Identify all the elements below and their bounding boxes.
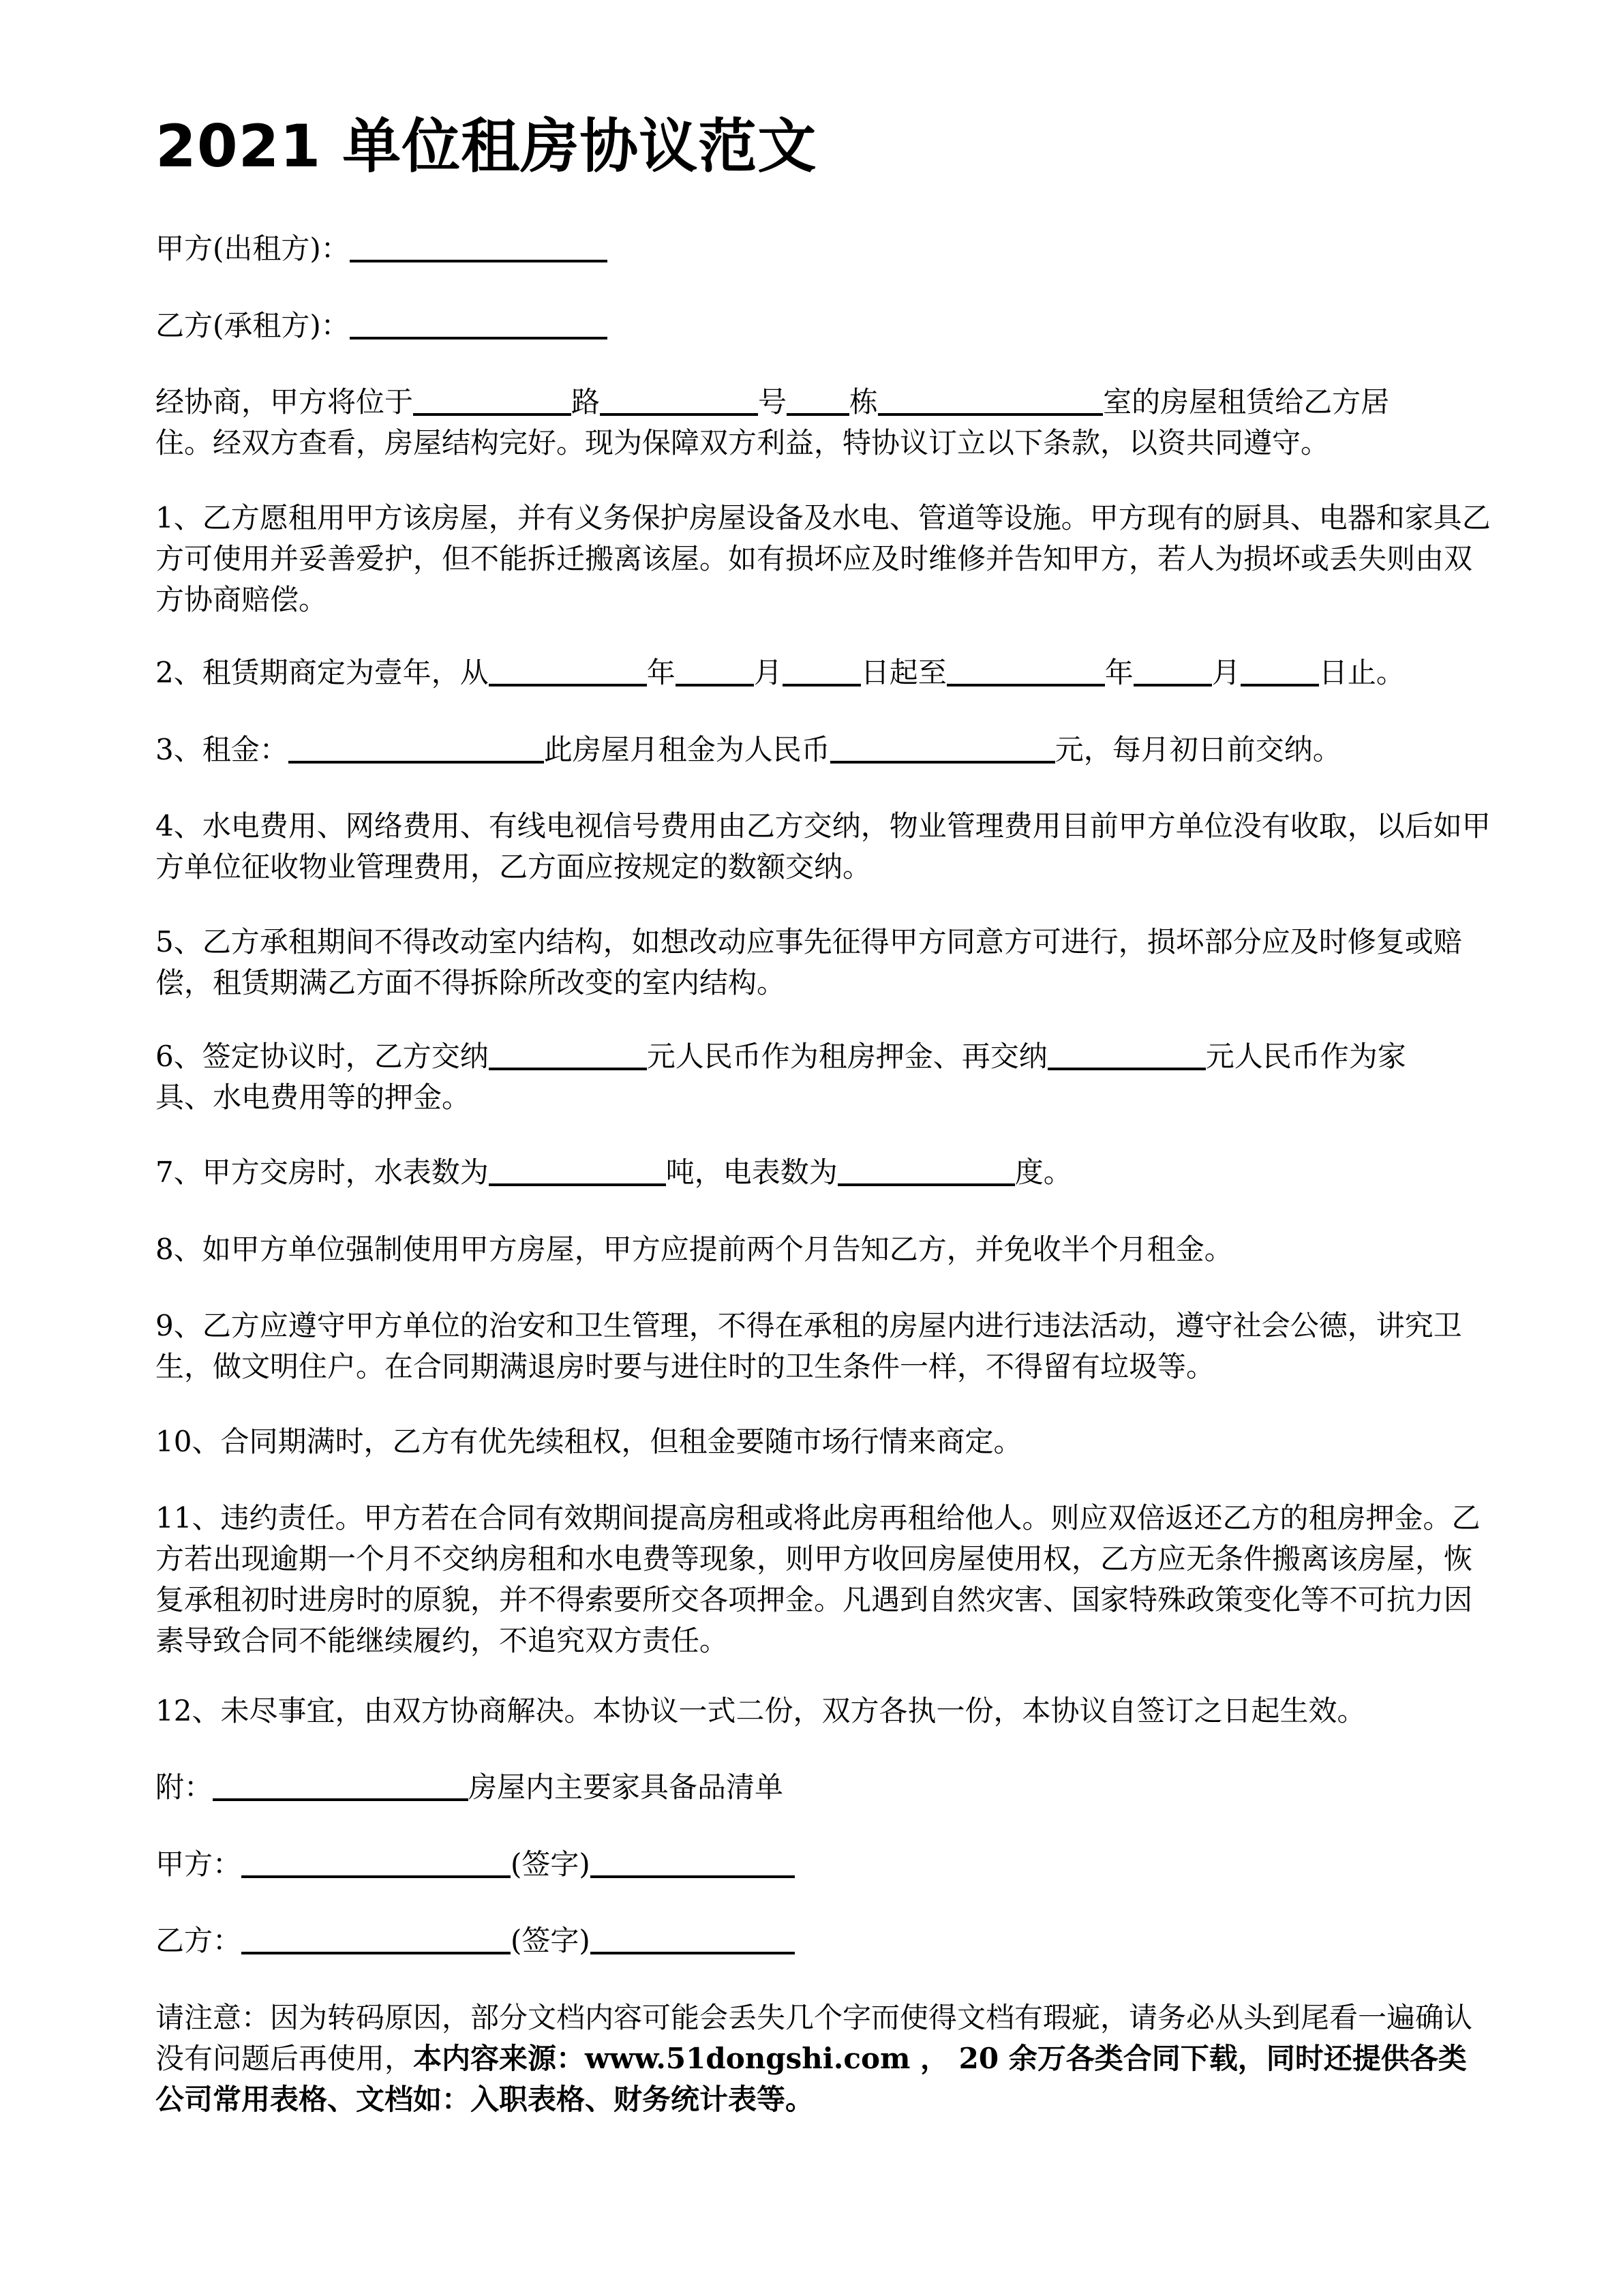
year-label-2: 年 bbox=[1104, 656, 1134, 689]
rent-blank[interactable] bbox=[288, 734, 544, 764]
clause-7-text-2: 吨，电表数为 bbox=[665, 1155, 838, 1189]
notice-source-text: 本内容来源：www.51dongshi.com ， 20 余万各类合同下载，同时还提供各类公司常用表格、文档如：入职表格、财务统计表等。 bbox=[155, 2042, 1467, 2116]
clause-9: 9、乙方应遵守甲方单位的治安和卫生管理，不得在承租的房屋内进行违法活动，遵守社会公德，讲究卫生，做文明住户。在合同期满退房时要与进住时的卫生条件一样，不得留有垃圾等。 bbox=[155, 1309, 1462, 1383]
annex-label: 附： bbox=[155, 1770, 213, 1804]
document-title: 2021 单位租房协议范文 bbox=[155, 112, 817, 181]
annex-line bbox=[155, 1767, 1491, 1808]
building-blank[interactable] bbox=[787, 386, 849, 416]
clause-1: 1、乙方愿租用甲方该房屋，并有义务保护房屋设备及水电、管道等设施。甲方现有的厨具、电器和家具乙方可使用并妥善爱护，但不能拆迁搬离该屋。如有损坏应及时维修并告知甲方，若人为损坏或丢失则由双方协商赔偿。 bbox=[155, 501, 1491, 616]
clause-6-text-4: 具、水电费用等的押金。 bbox=[155, 1081, 471, 1114]
signature-b-name-blank[interactable] bbox=[241, 1924, 511, 1954]
intro-text-2: 路 bbox=[571, 385, 601, 419]
clause-2-text: 2、租赁期商定为壹年，从 bbox=[155, 656, 489, 689]
intro-text-6: 住。经双方查看，房屋结构完好。现为保障双方利益，特协议订立以下条款，以资共同遵守。 bbox=[155, 426, 1330, 459]
signature-b-date-blank[interactable] bbox=[590, 1924, 795, 1954]
end-month-blank[interactable] bbox=[1134, 656, 1212, 686]
clause-6-text-1: 6、签定协议时，乙方交纳 bbox=[155, 1040, 489, 1073]
annex-text: 房屋内主要家具备品清单 bbox=[468, 1770, 784, 1804]
clause-3-text-2: 此房屋月租金为人民币 bbox=[543, 733, 830, 766]
room-blank[interactable] bbox=[878, 386, 1103, 416]
clause-6 bbox=[155, 1036, 1491, 1118]
signature-a-label: 甲方： bbox=[155, 1847, 242, 1881]
signature-b-label: 乙方： bbox=[155, 1924, 242, 1957]
party-b-blank[interactable] bbox=[350, 309, 607, 339]
electric-meter-blank[interactable] bbox=[838, 1156, 1015, 1186]
clause-6-text-3: 元人民币作为家 bbox=[1205, 1040, 1406, 1073]
annex-blank[interactable] bbox=[213, 1771, 468, 1801]
notice-text: 请注意：因为转码原因，部分文档内容可能会丢失几个字而使得文档有瑕疵，请务必从头到尾看一遍确认没有问题后再使用， bbox=[155, 2001, 1473, 2075]
start-day-blank[interactable] bbox=[783, 656, 861, 686]
party-b-label: 乙方(承租方)： bbox=[155, 309, 350, 342]
clause-11: 11、违约责任。甲方若在合同有效期间提高房租或将此房再租给他人。则应双倍返还乙方的租房押金。乙方若出现逾期一个月不交纳房租和水电费等现象，则甲方收回房屋使用权，乙方应无条件搬离该房屋，恢复承租初时进房时的原貌，并不得索要所交各项押金。凡遇到自然灾害、国家特殊政策变化等不可抗力因素导致合同不能继续履约，不追究双方责任。 bbox=[155, 1501, 1481, 1657]
party-b-line bbox=[155, 305, 1491, 346]
intro-text-3: 号 bbox=[758, 385, 787, 419]
clause-7 bbox=[155, 1152, 1491, 1193]
water-meter-blank[interactable] bbox=[489, 1156, 666, 1186]
clause-5: 5、乙方承租期间不得改动室内结构，如想改动应事先征得甲方同意方可进行，损坏部分应及时修复或赔偿，租赁期满乙方面不得拆除所改变的室内结构。 bbox=[155, 925, 1462, 999]
rent-amount-blank[interactable] bbox=[830, 734, 1055, 764]
start-month-blank[interactable] bbox=[676, 656, 754, 686]
road-blank[interactable] bbox=[413, 386, 571, 416]
clause-2 bbox=[155, 652, 1491, 693]
intro-text-5: 室的房屋租赁给乙方居 bbox=[1103, 385, 1390, 419]
clause-4: 4、水电费用、网络费用、有线电视信号费用由乙方交纳，物业管理费用目前甲方单位没有收取，以后如甲方单位征收物业管理费用，乙方面应按规定的数额交纳。 bbox=[155, 809, 1491, 883]
rent-deposit-blank[interactable] bbox=[489, 1040, 647, 1070]
signature-a-name-blank[interactable] bbox=[241, 1848, 511, 1878]
year-label: 年 bbox=[646, 656, 676, 689]
clause-7-text-1: 7、甲方交房时，水表数为 bbox=[155, 1155, 489, 1189]
clause-3-text-1: 3、租金： bbox=[155, 733, 288, 766]
party-a-line bbox=[155, 228, 1491, 269]
end-year-blank[interactable] bbox=[947, 656, 1105, 686]
intro-text-1: 经协商，甲方将位于 bbox=[155, 385, 414, 419]
clause-10: 10、合同期满时，乙方有优先续租权，但租金要随市场行情来商定。 bbox=[155, 1425, 1022, 1458]
end-day-blank[interactable] bbox=[1241, 656, 1319, 686]
start-year-blank[interactable] bbox=[489, 656, 647, 686]
party-a-blank[interactable] bbox=[350, 232, 607, 262]
intro-paragraph bbox=[155, 382, 1491, 464]
clause-3 bbox=[155, 729, 1491, 770]
clause-8: 8、如甲方单位强制使用甲方房屋，甲方应提前两个月告知乙方，并免收半个月租金。 bbox=[155, 1233, 1233, 1266]
clause-3-text-3: 元，每月初日前交纳。 bbox=[1055, 733, 1341, 766]
clause-12: 12、未尽事宜，由双方协商解决。本协议一式二份，双方各执一份，本协议自签订之日起生效。 bbox=[155, 1694, 1366, 1727]
signature-b bbox=[155, 1920, 1491, 1961]
party-a-label: 甲方(出租方)： bbox=[155, 232, 350, 265]
month-label: 月 bbox=[753, 656, 783, 689]
number-blank[interactable] bbox=[600, 386, 758, 416]
clause-7-text-3: 度。 bbox=[1014, 1155, 1072, 1189]
clause-6-text-2: 元人民币作为租房押金、再交纳 bbox=[646, 1040, 1048, 1073]
intro-text-4: 栋 bbox=[849, 385, 879, 419]
from-label: 日起至 bbox=[860, 656, 947, 689]
end-label: 日止。 bbox=[1318, 656, 1405, 689]
signature-a-sig-label: (签字) bbox=[511, 1847, 590, 1881]
furniture-deposit-blank[interactable] bbox=[1048, 1040, 1206, 1070]
signature-b-sig-label: (签字) bbox=[511, 1924, 590, 1957]
month-label-2: 月 bbox=[1211, 656, 1241, 689]
notice-paragraph bbox=[155, 1997, 1491, 2120]
signature-a-date-blank[interactable] bbox=[590, 1848, 795, 1878]
signature-a bbox=[155, 1844, 1491, 1885]
